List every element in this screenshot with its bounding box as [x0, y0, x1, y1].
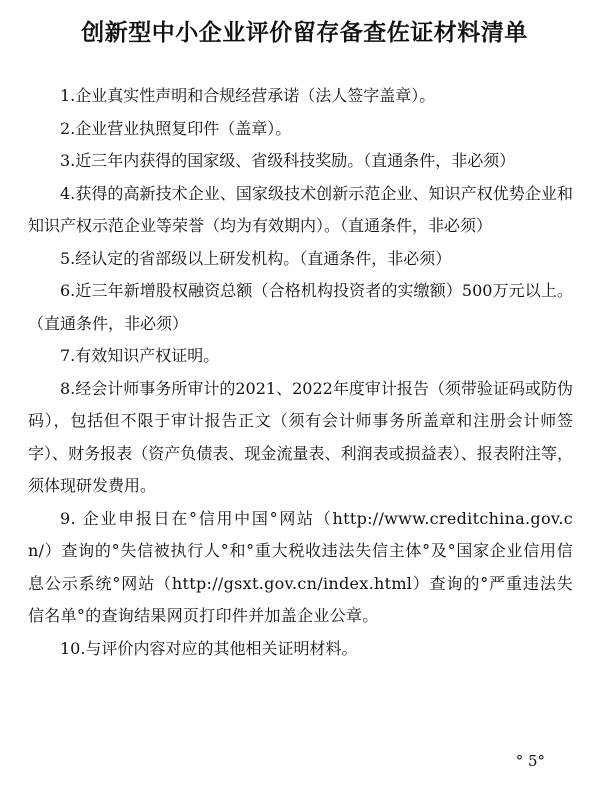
list-item: 8.经会计师事务所审计的2021、2022年度审计报告（须带验证码或防伪码），包括但不限于审计报告正文（须有会计师事务所盖章和注册会计师签字）、财务报表（资产负债表、现金流量表、利润表或损益表）、报表附注等，须体现研发费用。 — [28, 378, 573, 495]
page-number: ° 5° — [515, 752, 545, 770]
list-item: 7.有效知识产权证明。 — [60, 346, 220, 365]
list-item: 9. 企业申报日在°信用中国°网站（http://www.creditchina.gov.cn/）查询的°失信被执行人°和°重大税收违法失信主体°及°国家企业信用信息公示系统°网站（http://gsxt.gov.cn/index.html）查询的°严重违法失信名单°的查询结果网页打印件并加盖企业公章。 — [28, 508, 573, 625]
list-item: 2.企业营业执照复印件（盖章）。 — [60, 118, 292, 138]
page-title: 创新型中小企业评价留存备查佐证材料清单 — [81, 20, 528, 46]
list-item: 6.近三年新增股权融资总额（合格机构投资者的实缴额）500万元以上。（直通条件，非必须） — [28, 281, 573, 333]
list-item: 3.近三年内获得的国家级、省级科技奖励。（直通条件，非必须） — [60, 151, 516, 170]
list-item: 4.获得的高新技术企业、国家级技术创新示范企业、知识产权优势企业和知识产权示范企业等荣誉（均为有效期内）。（直通条件，非必须） — [28, 183, 573, 235]
material-list — [28, 80, 573, 665]
list-item: 1.企业真实性声明和合规经营承诺（法人签字盖章）。 — [60, 86, 436, 105]
list-item: 10.与评价内容对应的其他相关证明材料。 — [60, 638, 358, 658]
list-item: 5.经认定的省部级以上研发机构。（直通条件，非必须） — [60, 248, 452, 268]
